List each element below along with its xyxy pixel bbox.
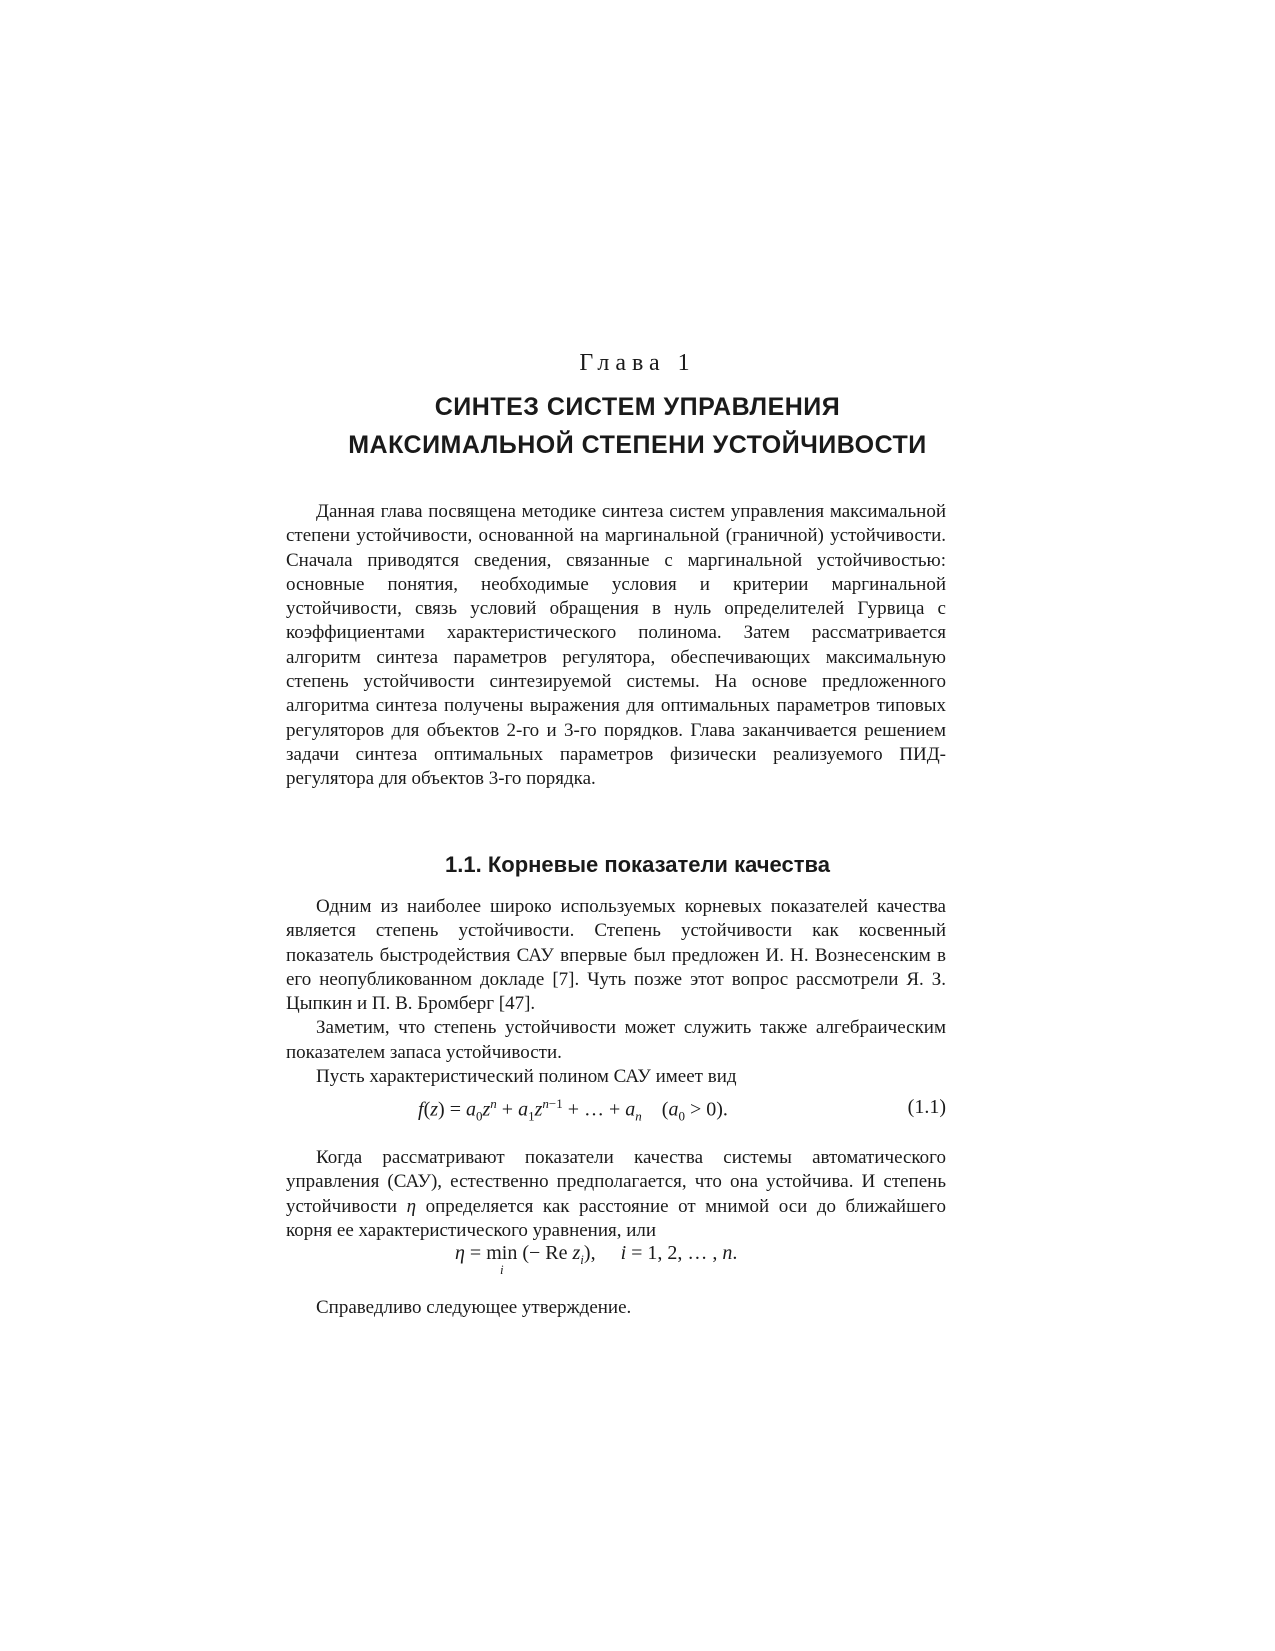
equation-stability-degree: η = min i (− Re $z_i$), i = 1, 2, … , n. bbox=[455, 1242, 738, 1277]
chapter-title-line1: СИНТЕЗ СИСТЕМ УПРАВЛЕНИЯ bbox=[434, 393, 841, 421]
paragraph-3: Пусть характеристический полином САУ имеет вид bbox=[316, 1066, 737, 1088]
section-body-3 bbox=[286, 1296, 946, 1320]
eta-symbol: η bbox=[406, 1195, 417, 1217]
paragraph-1: Одним из наиболее широко используемых корневых показателей качества является степень устойчивости. Степень устойчивости как косвенный показатель быстродействия САУ впервые был предложен И. Н. Вознесенским в его неопубликованном докладе [7]. Чуть позже этот вопрос рассмотрели Я. З. Цыпкин и П. В. Бромберг [47]. bbox=[286, 896, 946, 1015]
section-heading: 1.1. Корневые показатели качества bbox=[445, 852, 830, 877]
equation-1-1: $f(z) = a_0z^n + a_1z^{n-1}$ + … + $a_n$ $(a_0 > 0)$. bbox=[418, 1096, 728, 1124]
chapter-title bbox=[0, 388, 1275, 464]
paragraph-5: Справедливо следующее утверждение. bbox=[316, 1297, 632, 1318]
equation-number: (1.1) bbox=[907, 1096, 946, 1118]
chapter-abstract bbox=[286, 500, 946, 792]
abstract-paragraph: Данная глава посвящена методике синтеза систем управления максимальной степени устойчивости, основанной на маргинальной (граничной) устойчивости. Сначала приводятся сведения, связанные с маргинальной устойчивостью: основные понятия, необходимые условия и критерии маргинальной устойчивости, связь условий обращения в нуль определителей Гурвица с коэффициентами характеристического полинома. Затем рассматривается алгоритм синтеза параметров регулятора, обеспечивающих максимальную степень устойчивости синтезируемой системы. На основе предложенного алгоритма синтеза получены выражения для оптимальных параметров типовых регуляторов для объектов 2-го и 3-го порядков. Глава заканчивается решением задачи синтеза оптимальных параметров физически реализуемого ПИД-регулятора для объектов 3-го порядка. bbox=[286, 501, 946, 790]
paragraph-4-part-a: Когда рассматривают показатели качества системы автоматического управления (САУ), естественно предполагается, что она устойчива. И степень устойчивости bbox=[286, 1147, 946, 1217]
chapter-label: Глава 1 bbox=[579, 350, 696, 376]
chapter-title-line2: МАКСИМАЛЬНОЙ СТЕПЕНИ УСТОЙЧИВОСТИ bbox=[348, 431, 927, 459]
paragraph-2: Заметим, что степень устойчивости может служить также алгебраическим показателем запаса устойчивости. bbox=[286, 1017, 946, 1063]
section-body-1 bbox=[286, 895, 946, 1089]
paragraph-4-part-b: определяется как расстояние от мнимой оси до ближайшего корня ее характеристического уравнения, или bbox=[286, 1195, 946, 1241]
paragraph-4 bbox=[286, 1146, 946, 1243]
section-body-2 bbox=[286, 1146, 946, 1243]
